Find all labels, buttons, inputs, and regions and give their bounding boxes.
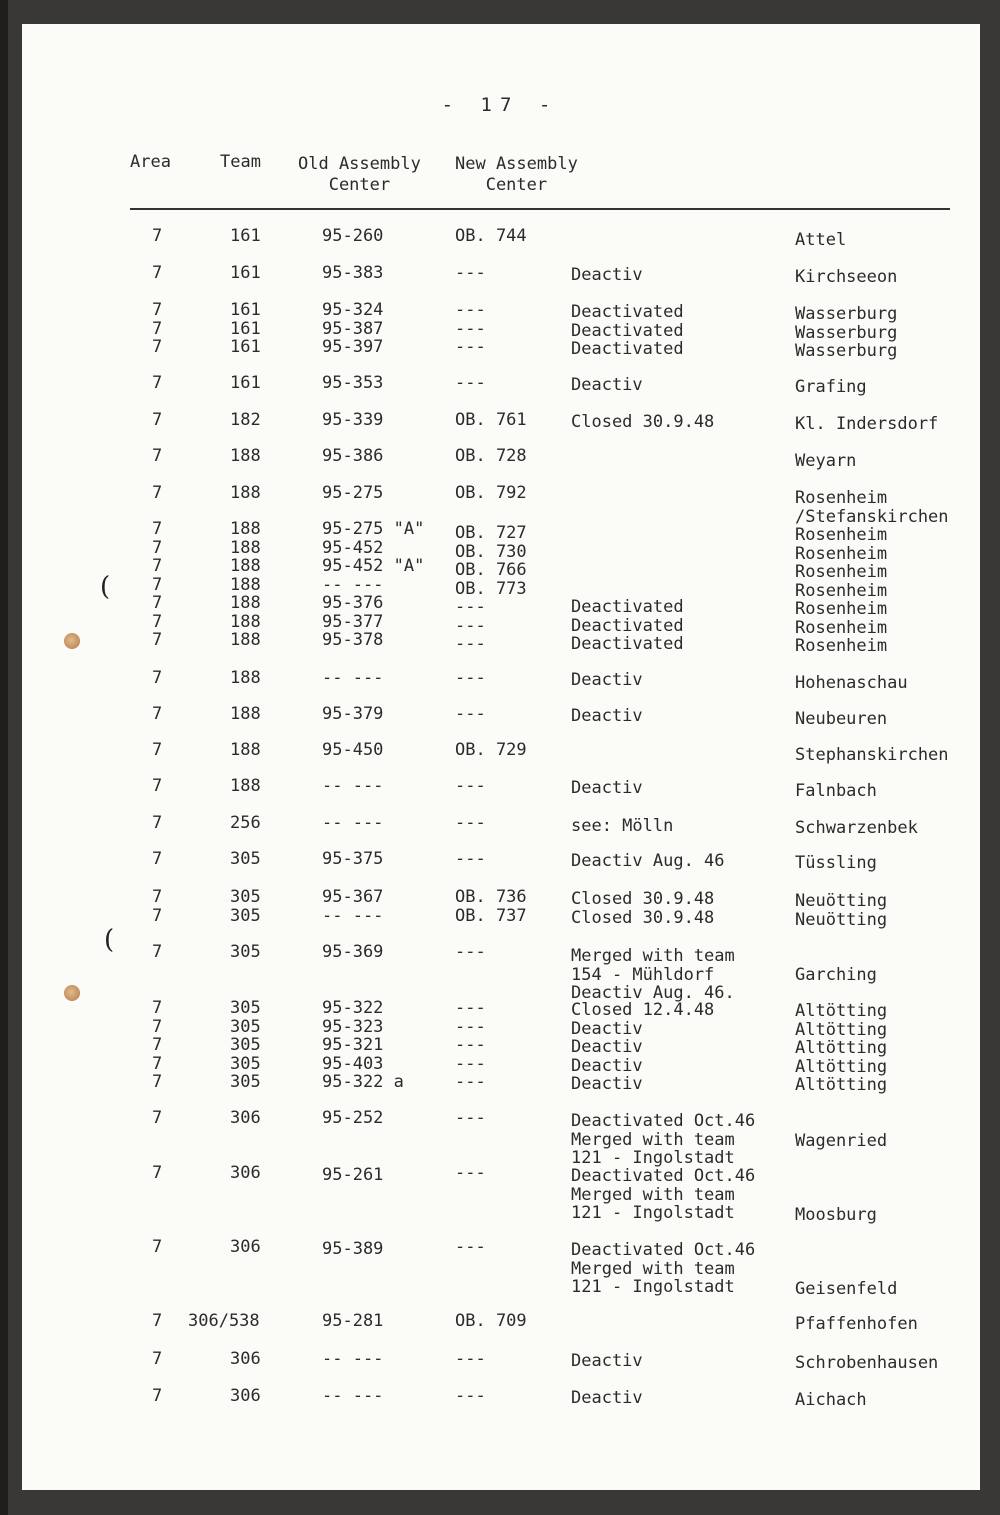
cell-area: 7 7 7 7 7 7 7 [152, 519, 163, 650]
cell-old-center: 95-369 [322, 942, 384, 962]
cell-note: Deactiv [571, 670, 643, 690]
cell-team: 188 188 188 188 188 188 188 [230, 519, 261, 650]
cell-new-center: OB. 761 [455, 410, 527, 430]
cell-area: 7 [152, 1237, 163, 1257]
margin-mark: ( [104, 925, 115, 955]
cell-new-center: OB. 709 [455, 1311, 527, 1331]
cell-team: 188 [230, 446, 261, 466]
cell-team: 182 [230, 410, 261, 430]
cell-new-center: --- [455, 1163, 486, 1183]
cell-new-center: OB. 729 [455, 740, 527, 760]
cell-place: Weyarn [795, 452, 857, 471]
cell-place: Garching [795, 964, 877, 984]
cell-area: 7 [152, 668, 163, 688]
cell-place: Rosenheim Rosenheim Rosenheim Rosenheim Rosenheim Rosenheim Rosenheim [795, 526, 888, 656]
cell-new-center: --- [455, 849, 486, 869]
cell-note: Deactivated Oct.46 Merged with team 121 - Ingolstadt [571, 1111, 756, 1168]
margin-mark: ( [100, 572, 111, 602]
cell-note: Deactiv [571, 265, 643, 285]
cell-place: Rosenheim /Stefanskirchen [795, 489, 949, 526]
cell-note: Deactivated Deactivated Deactivated [571, 302, 684, 359]
cell-area: 7 [152, 1349, 163, 1369]
cell-old-center: 95-353 [322, 373, 384, 393]
page-number: - 17 - [441, 94, 559, 116]
cell-area: 7 [152, 373, 163, 393]
cell-area: 7 [152, 410, 163, 430]
cell-place: Neuötting Neuötting [795, 892, 888, 929]
cell-old-center: -- --- [322, 668, 384, 688]
cell-place: Falnbach [795, 782, 877, 801]
cell-place: Schwarzenbek [795, 819, 918, 838]
cell-note: Closed 12.4.48 Deactiv Deactiv Deactiv Deactiv [571, 1000, 715, 1094]
cell-new-center: --- [455, 1386, 486, 1406]
cell-area: 7 [152, 1311, 163, 1331]
cell-place: Neubeuren [795, 710, 888, 729]
cell-area: 7 [152, 1163, 163, 1183]
cell-team: 306 [230, 1108, 261, 1128]
cell-old-center: 95-324 95-387 95-397 [322, 300, 384, 357]
cell-team: 306/538 [188, 1311, 260, 1331]
cell-place: Tüssling [795, 854, 877, 873]
cell-note: Deactivated Deactivated Deactivated [571, 597, 684, 654]
cell-new-center: OB. 792 [455, 483, 527, 503]
cell-note: Closed 30.9.48 [571, 412, 715, 432]
cell-old-center: 95-275 "A" 95-452 95-452 "A" -- --- 95-376 95-377 95-378 [322, 519, 425, 650]
cell-place: Hohenaschau [795, 674, 908, 693]
cell-old-center: -- --- [322, 1349, 384, 1369]
cell-team: 188 [230, 483, 261, 503]
cell-team: 188 [230, 704, 261, 724]
cell-area: 7 [152, 226, 163, 246]
cell-place: Aichach [795, 1391, 867, 1410]
cell-team: 161 [230, 263, 261, 283]
cell-team: 256 [230, 813, 261, 833]
cell-place: Geisenfeld [795, 1279, 898, 1299]
cell-old-center: 95-260 [322, 226, 384, 246]
cell-area: 7 [152, 704, 163, 724]
cell-old-center: -- --- [322, 813, 384, 833]
cell-area: 7 [152, 740, 163, 760]
cell-area: 7 [152, 446, 163, 466]
cell-area: 7 [152, 849, 163, 869]
cell-new-center: --- [455, 1349, 486, 1369]
cell-area: 7 [152, 483, 163, 503]
cell-new-center: --- [455, 942, 486, 962]
cell-place: Pfaffenhofen [795, 1315, 918, 1334]
header-area: Area [130, 152, 171, 172]
cell-team: 306 [230, 1237, 261, 1257]
cell-area: 7 [152, 776, 163, 796]
cell-team: 305 [230, 942, 261, 962]
cell-old-center: 95-281 [322, 1311, 384, 1331]
cell-note: Deactivated Oct.46 Merged with team 121 - Ingolstadt [571, 1166, 756, 1223]
cell-new-center: --- [455, 1108, 486, 1128]
cell-new-center: --- [455, 776, 486, 796]
cell-new-center: OB. 728 [455, 446, 527, 466]
cell-note: Deactivated Oct.46 Merged with team 121 - Ingolstadt [571, 1240, 756, 1297]
cell-note: Deactiv [571, 778, 643, 798]
cell-old-center: 95-261 [322, 1165, 384, 1185]
cell-note: Deactiv [571, 1388, 643, 1408]
cell-new-center: --- [455, 668, 486, 688]
cell-team: 188 [230, 668, 261, 688]
header-new-assembly-center: New Assembly Center [455, 154, 578, 195]
cell-old-center: 95-450 [322, 740, 384, 760]
cell-place: Grafing [795, 378, 867, 397]
cell-place: Stephanskirchen [795, 746, 949, 765]
cell-new-center: OB. 727 OB. 730 OB. 766 OB. 773 --- --- --- [455, 523, 527, 654]
cell-old-center: 95-389 [322, 1239, 384, 1259]
cell-place: Schrobenhausen [795, 1354, 939, 1373]
cell-new-center: --- [455, 373, 486, 393]
cell-note: Deactiv Aug. 46 [571, 851, 725, 871]
cell-team: 305 305 [230, 887, 261, 926]
cell-team: 188 [230, 776, 261, 796]
cell-place: Moosburg [795, 1205, 877, 1225]
cell-area: 7 7 7 7 7 [152, 998, 163, 1092]
cell-team: 305 [230, 849, 261, 869]
cell-place: Kirchseeon [795, 268, 898, 287]
cell-team: 188 [230, 740, 261, 760]
cell-team: 305 305 305 305 305 [230, 998, 261, 1092]
cell-place: Wasserburg Wasserburg Wasserburg [795, 305, 898, 361]
cell-old-center: -- --- [322, 1386, 384, 1406]
cell-area: 7 [152, 1386, 163, 1406]
cell-area: 7 [152, 263, 163, 283]
cell-team: 306 [230, 1163, 261, 1183]
cell-note: Closed 30.9.48 Closed 30.9.48 [571, 889, 715, 928]
cell-new-center: --- [455, 704, 486, 724]
cell-old-center: 95-379 [322, 704, 384, 724]
cell-new-center: OB. 744 [455, 226, 527, 246]
cell-place: Attel [795, 231, 847, 250]
cell-team: 161 [230, 373, 261, 393]
cell-team: 161 [230, 226, 261, 246]
cell-team: 306 [230, 1349, 261, 1369]
cell-place: Altötting Altötting Altötting Altötting Altötting [795, 1002, 888, 1095]
cell-area: 7 [152, 813, 163, 833]
cell-note: see: Mölln [571, 816, 674, 836]
cell-new-center: OB. 736 OB. 737 [455, 887, 527, 926]
cell-note: Deactiv [571, 375, 643, 395]
cell-old-center: 95-367 -- --- [322, 887, 384, 926]
cell-old-center: -- --- [322, 776, 384, 796]
cell-team: 306 [230, 1386, 261, 1406]
header-team: Team [220, 152, 261, 172]
cell-place: Kl. Indersdorf [795, 415, 939, 434]
cell-old-center: 95-375 [322, 849, 384, 869]
cell-old-center: 95-383 [322, 263, 384, 283]
cell-area: 7 [152, 942, 163, 962]
cell-new-center: --- [455, 1237, 486, 1257]
cell-old-center: 95-386 [322, 446, 384, 466]
cell-new-center: --- --- --- --- --- [455, 998, 486, 1092]
cell-new-center: --- [455, 263, 486, 283]
cell-area: 7 7 7 [152, 300, 163, 357]
cell-old-center: 95-339 [322, 410, 384, 430]
cell-note: Merged with team 154 - Mühldorf Deactiv Aug. 46. [571, 946, 735, 1003]
cell-old-center: 95-275 [322, 483, 384, 503]
cell-old-center: 95-252 [322, 1108, 384, 1128]
cell-new-center: --- --- --- [455, 300, 486, 357]
cell-new-center: --- [455, 813, 486, 833]
cell-old-center: 95-322 95-323 95-321 95-403 95-322 a [322, 998, 404, 1092]
cell-area: 7 7 [152, 887, 163, 926]
cell-note: Deactiv [571, 706, 643, 726]
cell-place: Wagenried [795, 1130, 888, 1150]
header-old-assembly-center: Old Assembly Center [298, 154, 421, 195]
cell-team: 161 161 161 [230, 300, 261, 357]
cell-area: 7 [152, 1108, 163, 1128]
cell-note: Deactiv [571, 1351, 643, 1371]
